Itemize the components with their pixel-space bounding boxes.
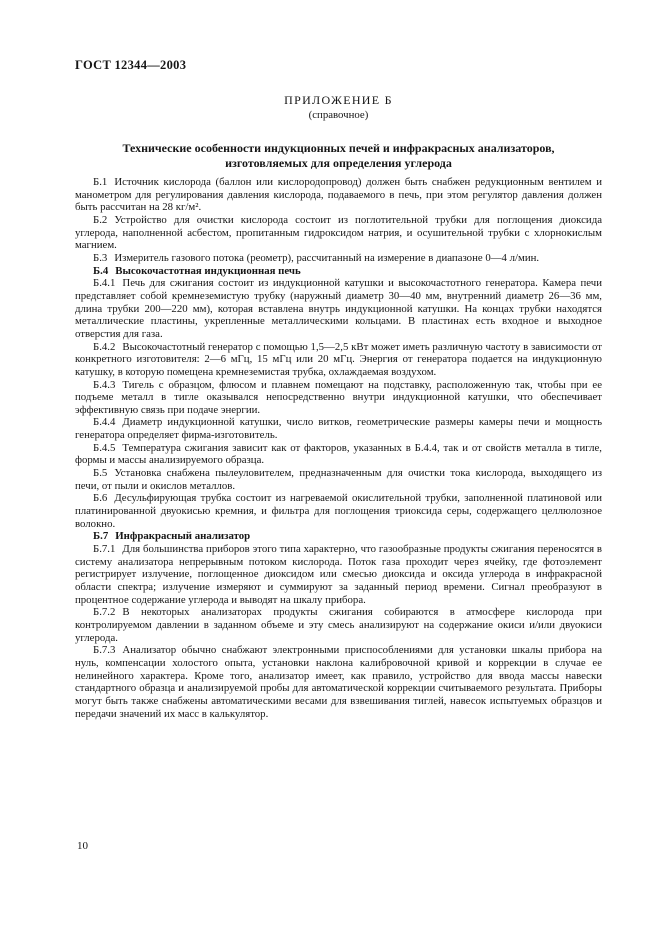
paragraph-Б.7.2: Б.7.2 В некоторых анализаторах продукты сжигания собираются в атмосфере кислорода при контролируемом давлении в заданном объеме и эту смесь анализируют на содержание окиси и/или двуокиси углерода. — [75, 606, 602, 644]
paragraph-number: Б.7.3 — [93, 644, 116, 657]
paragraph-Б.4.3: Б.4.3 Тигель с образцом, флюсом и плавнем помещают на подставку, расположенную так, чтобы при ее подъеме металл в тигле оказывался непосредственно внутри индукционной катушки, что обеспечивает эффективную связь при подаче энергии. — [75, 378, 602, 416]
paragraph-number: Б.7.2 — [93, 606, 116, 619]
document-title — [75, 141, 602, 172]
paragraph-number: Б.7.1 — [93, 543, 116, 556]
document-title-text: Технические особенности индукционных печей и инфракрасных анализаторов, изготовляемых для определения углерода — [122, 141, 555, 170]
paragraph-number: Б.5 — [93, 467, 108, 480]
paragraph-number: Б.2 — [93, 213, 108, 226]
paragraph-number: Б.4 — [93, 264, 109, 277]
paragraph-Б.4: Б.4 Высокочастотная индукционная печь — [93, 264, 301, 277]
paragraph-list — [75, 176, 602, 720]
paragraph-number: Б.4.5 — [93, 441, 116, 454]
paragraph-number: Б.4.1 — [93, 277, 116, 290]
paragraph-Б.4.1: Б.4.1 Печь для сжигания состоит из индукционной катушки и высокочастотного генератора. Камера печи представляет собой кремнеземистую трубку (наружный диаметр 30—40 мм, внутренний диаметр 26—36 мм, длина трубки 200—220 мм), которая вставлена внутрь индукционной катушки. На концах трубки находятся металлические пластины, укрепленные металлическими кольцами. В пластинах есть входное и выходное отверстия для газа. — [75, 277, 602, 340]
appendix-header — [75, 93, 602, 121]
paragraph-number: Б.7 — [93, 530, 109, 543]
paragraph-Б.4.2: Б.4.2 Высокочастотный генератор с помощью 1,5—2,5 кВт может иметь различную частоту в зависимости от конкретного изготовителя: 2—6 мГц, 15 мГц или 20 мГц. Энергия от генератора подается на индукционную катушку, в которую помещена кремнеземистая трубка, охлаждаемая воздухом. — [75, 340, 602, 378]
paragraph-Б.7.1: Б.7.1 Для большинства приборов этого типа характерно, что газообразные продукты сжигания переносятся в систему анализатора непрерывным потоком кислорода. Поток газа проходит через ячейку, где фотоэлемент регистрирует излучение, поглощенное диоксидом или смесью диоксида и оксида углерода в инфракрасной области спектра; излучение измеряют и суммируют за заданный период времени. Сигнал преобразуют в процентное содержание углерода и выводят на шкалу прибора. — [75, 543, 602, 606]
paragraph-Б.3: Б.3 Измеритель газового потока (реометр), рассчитанный на измерение в диапазоне 0—4 л/мин. — [93, 251, 540, 264]
appendix-label: ПРИЛОЖЕНИЕ Б — [284, 93, 393, 107]
paragraph-Б.7.3: Б.7.3 Анализатор обычно снабжают электронными приспособлениями для установки шкалы прибора на нуль, компенсации холостого опыта, установки наклона калибровочной кривой и коррекции в случае ее нелинейного характера. Кроме того, анализатор имеет, как правило, устройство для ввода массы навески стандартного образца и анализируемой пробы для автоматической коррекции считываемого результата. Приборы могут быть также снабжены автоматическими весами для взвешивания тиглей, навесок испытуемых образцов и передачи значений их масс в калькулятор. — [75, 644, 602, 720]
page-number: 10 — [77, 840, 88, 852]
appendix-type: (справочное) — [308, 109, 369, 121]
paragraph-number: Б.4.2 — [93, 340, 116, 353]
paragraph-number: Б.3 — [93, 251, 108, 264]
paragraph-number: Б.4.3 — [93, 378, 116, 391]
paragraph-Б.4.5: Б.4.5 Температура сжигания зависит как от факторов, указанных в Б.4.4, так и от свойств металла в тигле, формы и массы анализируемого образца. — [75, 441, 602, 467]
paragraph-number: Б.6 — [93, 492, 108, 505]
paragraph-Б.6: Б.6 Десульфирующая трубка состоит из нагреваемой окислительной трубки, заполненной платиновой или платинированной двуокисью кремния, и фильтра для поглощения триоксида серы, содержащего целлюлозное волокно. — [75, 492, 602, 530]
paragraph-number: Б.4.4 — [93, 416, 116, 429]
paragraph-Б.5: Б.5 Установка снабжена пылеуловителем, предназначенным для очистки тока кислорода, выходящего из печи, от пыли и окислов металлов. — [75, 467, 602, 492]
standard-number: ГОСТ 12344—2003 — [75, 58, 187, 72]
paragraph-Б.7: Б.7 Инфракрасный анализатор — [93, 530, 251, 543]
paragraph-number: Б.1 — [93, 176, 108, 188]
paragraph-Б.4.4: Б.4.4 Диаметр индукционной катушки, число витков, геометрические размеры камеры печи и мощность генератора определяет фирма-изготовитель. — [75, 416, 602, 442]
paragraph-Б.2: Б.2 Устройство для очистки кислорода состоит из поглотительной трубки для поглощения диоксида углерода, наполненной асбестом, пропитанным гидроксидом натрия, и осушительной трубки с хлорнокислым магнием. — [75, 213, 602, 252]
paragraph-Б.1: Б.1 Источник кислорода (баллон или кислородопровод) должен быть снабжен редукционным вентилем и манометром для регулирования давления кислорода, подаваемого в печь, при этом регулятор давления должен быть рассчитан на 28 кг/м². — [75, 176, 602, 214]
